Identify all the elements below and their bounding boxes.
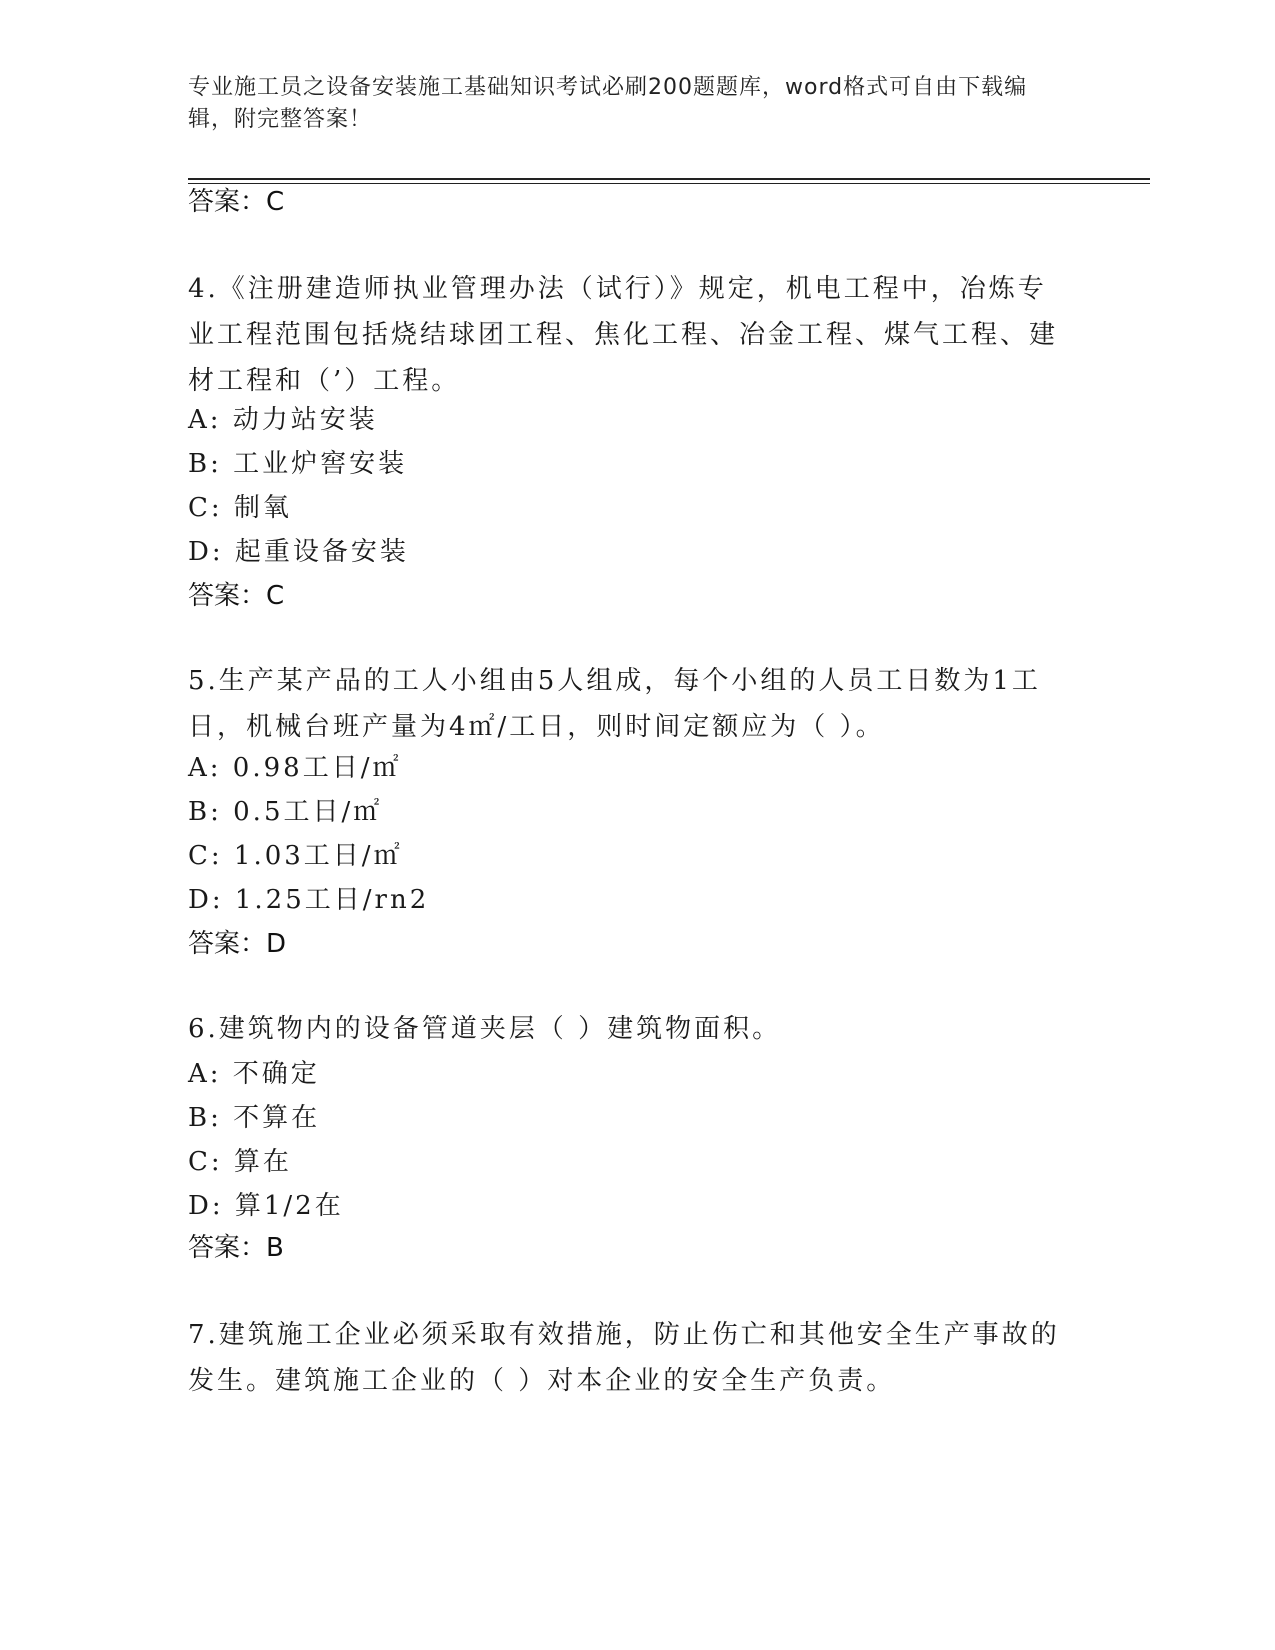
question-6-answer: 答案：B xyxy=(188,1233,284,1263)
question-5-answer: 答案：D xyxy=(188,929,287,959)
question-4-option-d: D: 起重设备安装 xyxy=(188,537,409,567)
header-rule xyxy=(188,178,1150,180)
question-7-text: 7.建筑施工企业必须采取有效措施，防止伤亡和其他安全生产事故的发生。建筑施工企业的（ ）对本企业的安全生产负责。 xyxy=(188,1320,1060,1396)
question-5-option-b: B: 0.5工日/㎡ xyxy=(188,797,383,827)
question-6-text: 6.建筑物内的设备管道夹层（ ）建筑物面积。 xyxy=(188,1014,782,1044)
document-header: 专业施工员之设备安装施工基础知识考试必刷200题题库，word格式可自由下载编辑，附完整答案！ xyxy=(188,75,1028,132)
question-5-option-a: A: 0.98工日/㎡ xyxy=(188,753,402,783)
question-4-text: 4.《注册建造师执业管理办法（试行）》规定，机电工程中，冶炼专业工程范围包括烧结球团工程、焦化工程、冶金工程、煤气工程、建材工程和（’）工程。 xyxy=(188,274,1059,396)
answer-line: 答案：C xyxy=(188,187,285,217)
header-rule-thin xyxy=(188,183,1150,184)
question-6-option-b: B: 不算在 xyxy=(188,1103,321,1133)
question-4-option-c: C: 制氧 xyxy=(188,493,292,523)
question-6-option-c: C: 算在 xyxy=(188,1147,292,1177)
question-5-option-c: C: 1.03工日/㎡ xyxy=(188,841,403,871)
question-4-option-a: A: 动力站安装 xyxy=(188,405,378,435)
question-6-option-d: D: 算1/2在 xyxy=(188,1191,344,1221)
question-4-answer: 答案：C xyxy=(188,581,285,611)
question-4-option-b: B: 工业炉窖安装 xyxy=(188,449,408,479)
question-5-option-d: D: 1.25工日/rn2 xyxy=(188,885,430,915)
question-6-option-a: A: 不确定 xyxy=(188,1059,320,1089)
question-5-text: 5.生产某产品的工人小组由5人组成，每个小组的人员工日数为1工日，机械台班产量为4㎡/工日，则时间定额应为（ ）。 xyxy=(188,666,1041,742)
